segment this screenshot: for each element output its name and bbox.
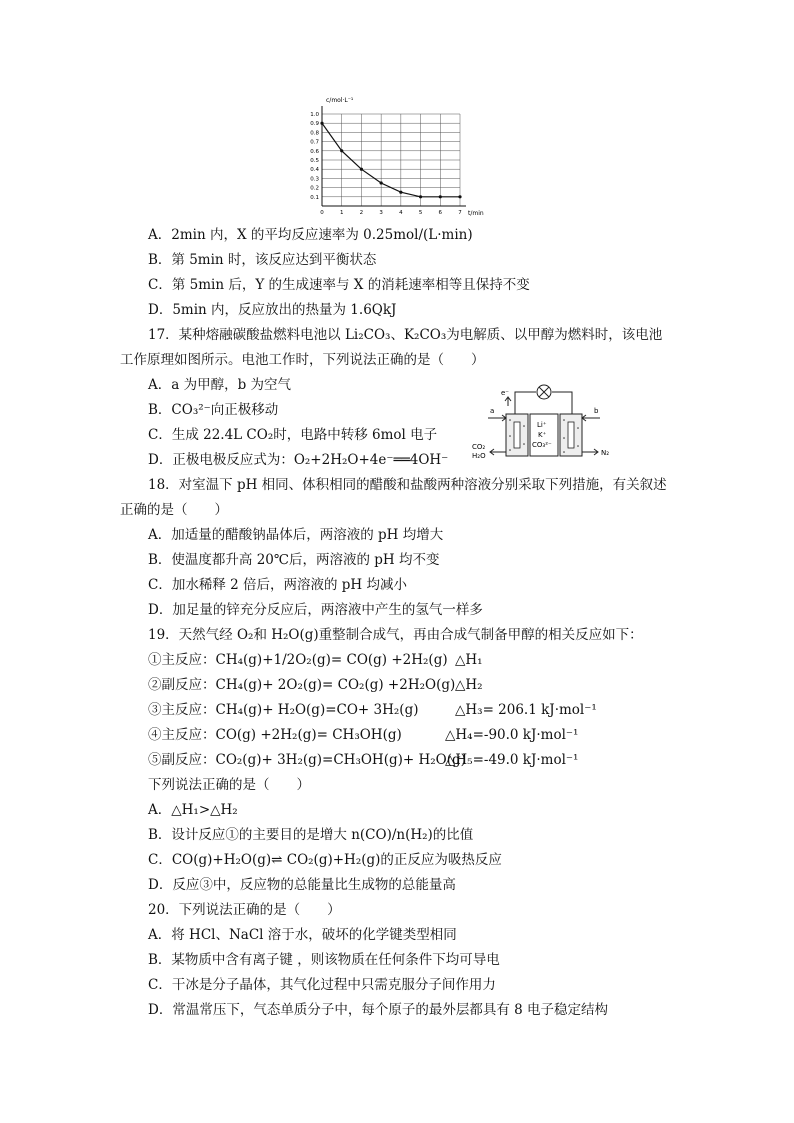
data-point [399, 191, 402, 194]
x-tick-label: 0 [320, 210, 324, 216]
concentration-time-chart [298, 92, 498, 222]
x-tick-label: 1 [339, 210, 344, 216]
data-point [439, 195, 442, 198]
chart-grid [322, 114, 460, 206]
q19-ask: 下列说法正确的是（ ） [148, 777, 310, 793]
q19-reaction-5: ⑤副反应：CO₂(g)+ 3H₂(g)=CH₃OH(g)+ H₂O(g) [148, 752, 466, 768]
q18-stem-2: 正确的是（ ） [120, 502, 228, 518]
q19-reaction-3: ③主反应：CH₄(g)+ H₂O(g)=CO+ 3H₂(g) [148, 702, 419, 718]
x-tick-label: 2 [359, 210, 364, 216]
outlet-co2-label: CO₂ [472, 443, 486, 451]
inlet-a-label: a [490, 407, 495, 415]
ion-co3: CO₃²⁻ [532, 441, 552, 449]
q17-stem-2: 工作原理如图所示。电池工作时，下列说法正确的是（ ） [120, 352, 485, 368]
chart-ylabel: c/mol·L⁻¹ [326, 97, 354, 104]
q20-option-d: D．常温常压下，气态单质分子中，每个原子的最外层都具有 8 电子稳定结构 [148, 1002, 608, 1018]
x-tick-label: 5 [418, 210, 423, 216]
q17-option-b: B．CO₃²⁻向正极移动 [148, 402, 279, 418]
q19-option-a: A．△H₁>△H₂ [148, 802, 238, 818]
x-tick-label: 6 [438, 210, 443, 216]
outlet-h2o-label: H₂O [472, 452, 486, 460]
q19-enthalpy-4: △H₄=-90.0 kJ·mol⁻¹ [445, 727, 579, 743]
y-tick-label: 0.8 [310, 130, 319, 137]
data-point [380, 181, 383, 184]
q18-option-b: B．使温度都升高 20℃后，两溶液的 pH 均不变 [148, 552, 440, 568]
y-tick-label: 1.0 [310, 112, 319, 118]
q18-option-d: D．加足量的锌充分反应后，两溶液中产生的氢气一样多 [148, 602, 483, 618]
data-point [360, 168, 363, 171]
q20-option-c: C．干冰是分子晶体，其气化过程中只需克服分子间作用力 [148, 977, 496, 993]
q16-option-a: A．2min 内，X 的平均反应速率为 0.25mol/(L·min) [148, 227, 473, 243]
q19-enthalpy-2: △H₂ [455, 677, 483, 693]
y-tick-label: 0.2 [310, 185, 319, 192]
outlet-n2-label: N₂ [601, 449, 610, 457]
q19-reaction-2: ②副反应：CH₄(g)+ 2O₂(g)= CO₂(g) +2H₂O(g) [148, 677, 456, 693]
x-tick-label: 7 [458, 210, 462, 216]
ion-k: K⁺ [538, 431, 547, 439]
electron-label: e⁻ [501, 389, 510, 397]
data-point [340, 149, 343, 152]
inlet-b-label: b [594, 407, 599, 415]
y-tick-label: 0.9 [310, 121, 319, 128]
q17-option-d: D．正极电极反应式为：O₂+2H₂O+4e⁻══4OH⁻ [148, 452, 449, 468]
q19-enthalpy-1: △H₁ [455, 652, 483, 668]
q19-reaction-4: ④主反应：CO(g) +2H₂(g)= CH₃OH(g) [148, 727, 402, 743]
q19-enthalpy-3: △H₃= 206.1 kJ·mol⁻¹ [455, 702, 597, 718]
y-tick-label: 0.7 [310, 139, 319, 146]
chart-ticks [310, 112, 462, 216]
q19-reaction-1: ①主反应：CH₄(g)+1/2O₂(g)= CO(g) +2H₂(g) [148, 652, 448, 668]
y-tick-label: 0.5 [310, 158, 319, 164]
q19-option-b: B．设计反应①的主要目的是增大 n(CO)/n(H₂)的比值 [148, 827, 474, 843]
q16-option-d: D．5min 内，反应放出的热量为 1.6QkJ [148, 302, 397, 318]
q16-option-b: B．第 5min 时，该反应达到平衡状态 [148, 252, 377, 268]
data-point [320, 122, 323, 125]
x-tick-label: 4 [399, 210, 403, 216]
q20-option-b: B．某物质中含有离子键 ，则该物质在任何条件下均可导电 [148, 952, 500, 968]
q19-stem: 19．天然气经 O₂和 H₂O(g)重整制合成气，再由合成气制备甲醇的相关反应如下： [148, 627, 643, 643]
q19-option-d: D．反应③中，反应物的总能量比生成物的总能量高 [148, 877, 456, 893]
q18-option-c: C．加水稀释 2 倍后，两溶液的 pH 均减小 [148, 577, 407, 593]
y-tick-label: 0.1 [310, 194, 319, 201]
data-point [458, 195, 461, 198]
q17-option-a: A．a 为甲醇，b 为空气 [148, 377, 292, 393]
y-tick-label: 0.3 [310, 176, 319, 183]
q19-option-c: C．CO(g)+H₂O(g)⇌ CO₂(g)+H₂(g)的正反应为吸热反应 [148, 852, 502, 868]
fuel-cell-diagram [468, 378, 618, 468]
y-tick-label: 0.4 [310, 167, 319, 174]
q20-stem: 20．下列说法正确的是（ ） [148, 902, 341, 918]
x-tick-label: 3 [379, 210, 383, 216]
q18-stem-1: 18．对室温下 pH 相同、体积相同的醋酸和盐酸两种溶液分别采取下列措施，有关叙述 [148, 477, 667, 493]
q17-stem-1: 17．某种熔融碳酸盐燃料电池以 Li₂CO₃、K₂CO₃为电解质、以甲醇为燃料时，该电池 [148, 327, 663, 343]
chart-xlabel: t/min [468, 210, 484, 217]
q17-option-c: C．生成 22.4L CO₂时，电路中转移 6mol 电子 [148, 427, 438, 443]
q18-option-a: A．加适量的醋酸钠晶体后，两溶液的 pH 均增大 [148, 527, 444, 543]
chart-axes [322, 106, 466, 206]
q16-option-c: C．第 5min 后，Y 的生成速率与 X 的消耗速率相等且保持不变 [148, 277, 530, 293]
ion-li: Li⁺ [537, 421, 547, 429]
q20-option-a: A．将 HCl、NaCl 溶于水，破坏的化学键类型相同 [148, 927, 457, 943]
q19-enthalpy-5: △H₅=-49.0 kJ·mol⁻¹ [445, 752, 579, 768]
y-tick-label: 0.6 [310, 148, 319, 155]
data-point [419, 195, 422, 198]
